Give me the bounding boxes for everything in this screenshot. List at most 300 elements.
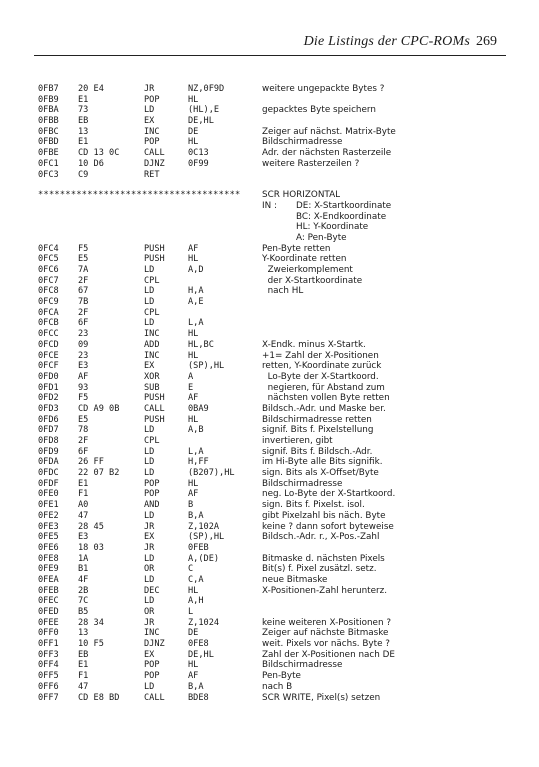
operand: B,A	[188, 510, 204, 521]
opcode-bytes: 6F	[78, 318, 89, 329]
mnemonic: CALL	[144, 148, 165, 159]
mnemonic: LD	[144, 286, 155, 297]
address: 0FF7	[38, 692, 59, 703]
listing-line	[38, 468, 508, 479]
listing-line	[38, 254, 508, 265]
listing-block-2	[38, 244, 508, 704]
mnemonic: CPL	[144, 436, 160, 446]
mnemonic: OR	[144, 607, 155, 617]
address: 0FE0	[38, 489, 59, 500]
comment: Bit(s) f. Pixel zusätzl. setz.	[262, 564, 377, 575]
mnemonic: RET	[144, 169, 160, 180]
listing-line	[38, 265, 508, 276]
address: 0FB9	[38, 94, 59, 105]
operand: B	[188, 500, 194, 511]
address: 0FC8	[38, 286, 59, 297]
mnemonic: EX	[144, 361, 155, 372]
address: 0FCA	[38, 307, 59, 318]
opcode-bytes: 10 D6	[78, 158, 104, 169]
opcode-bytes: E3	[78, 361, 89, 372]
comment: Bildschirmadresse	[262, 137, 343, 148]
opcode-bytes: E1	[78, 137, 89, 148]
operand: AF	[188, 393, 199, 404]
opcode-bytes: 7A	[78, 265, 89, 275]
mnemonic: CPL	[144, 275, 160, 286]
comment: Zahl der X-Positionen nach DE	[262, 649, 395, 660]
address: 0FF6	[38, 681, 59, 692]
mnemonic: EX	[144, 116, 155, 127]
operand: 0C13	[188, 148, 209, 159]
opcode-bytes: 7C	[78, 596, 89, 607]
mnemonic: DJNZ	[144, 639, 165, 650]
mnemonic: INC	[144, 329, 160, 340]
comment: weit. Pixels vor nächs. Byte ?	[262, 639, 390, 650]
separator-stars: *************************************	[38, 190, 241, 201]
mnemonic: POP	[144, 671, 160, 682]
routine-input-text: DE: X-Startkoordinate	[296, 200, 392, 211]
mnemonic: LD	[144, 468, 155, 479]
address: 0FD3	[38, 403, 59, 414]
comment: retten, Y-Koordinate zurück	[262, 361, 382, 372]
address: 0FCE	[38, 350, 59, 361]
mnemonic: INC	[144, 628, 160, 639]
opcode-bytes: 78	[78, 425, 89, 436]
mnemonic: AND	[144, 500, 160, 511]
address: 0FCD	[38, 339, 59, 350]
mnemonic: PUSH	[144, 393, 165, 404]
listing-line	[38, 500, 508, 511]
operand: L,A	[188, 446, 204, 457]
mnemonic: POP	[144, 478, 160, 489]
comment: Pen-Byte retten	[262, 243, 331, 254]
opcode-bytes: E1	[78, 660, 89, 671]
mnemonic: ADD	[144, 339, 160, 350]
comment: signif. Bits f. Pixelstellung	[262, 425, 374, 436]
address: 0FC6	[38, 265, 59, 275]
address: 0FE6	[38, 542, 59, 553]
opcode-bytes: 23	[78, 350, 89, 361]
routine-input-text: BC: X-Endkoordinate	[296, 211, 387, 222]
comment: Bitmaske d. nächsten Pixels	[262, 553, 385, 564]
listing-line	[38, 554, 508, 565]
operand: HL	[188, 414, 199, 425]
mnemonic: POP	[144, 94, 160, 105]
address: 0FF0	[38, 628, 59, 639]
address: 0FD6	[38, 414, 59, 425]
address: 0FD8	[38, 436, 59, 446]
listing-line	[38, 682, 508, 693]
mnemonic: CALL	[144, 403, 165, 414]
comment: Bildsch.-Adr. und Maske ber.	[262, 403, 386, 414]
listing-line	[38, 308, 508, 319]
comment: Lo-Byte der X-Startkoord.	[262, 371, 379, 382]
mnemonic: DEC	[144, 585, 160, 596]
operand: AF	[188, 243, 199, 254]
routine-input-row	[38, 233, 508, 244]
routine-input-text: A: Pen-Byte	[296, 232, 347, 243]
listing-line	[38, 116, 508, 127]
listing-line	[38, 137, 508, 148]
comment: X-Endk. minus X-Startk.	[262, 339, 366, 350]
opcode-bytes: EB	[78, 649, 89, 660]
listing-line	[38, 693, 508, 704]
operand: C	[188, 564, 194, 575]
address: 0FDA	[38, 457, 59, 468]
mnemonic: EX	[144, 532, 155, 543]
comment: keine weiteren X-Positionen ?	[262, 617, 392, 628]
opcode-bytes: 7B	[78, 297, 89, 308]
address: 0FE5	[38, 532, 59, 543]
address: 0FC7	[38, 275, 59, 286]
listing-line	[38, 628, 508, 639]
opcode-bytes: F1	[78, 489, 89, 500]
comment: keine ? dann sofort byteweise	[262, 521, 394, 532]
address: 0FCF	[38, 361, 59, 372]
listing-line	[38, 159, 508, 170]
listing-line	[38, 596, 508, 607]
listing-line	[38, 618, 508, 629]
comment: gepacktes Byte speichern	[262, 105, 376, 116]
opcode-bytes: 6F	[78, 446, 89, 457]
address: 0FDF	[38, 478, 59, 489]
comment: der X-Startkoordinate	[262, 275, 363, 286]
mnemonic: OR	[144, 564, 155, 575]
mnemonic: LD	[144, 681, 155, 692]
operand: (HL),E	[188, 105, 220, 116]
listing-line	[38, 660, 508, 671]
comment: Zeiger auf nächst. Matrix-Byte	[262, 126, 396, 137]
mnemonic: LD	[144, 574, 155, 585]
listing-line	[38, 148, 508, 159]
mnemonic: LD	[144, 596, 155, 607]
opcode-bytes: 22 07 B2	[78, 468, 120, 479]
comment: neg. Lo-Byte der X-Startkoord.	[262, 489, 396, 500]
mnemonic: JR	[144, 542, 155, 553]
listing-line	[38, 639, 508, 650]
mnemonic: SUB	[144, 382, 160, 393]
operand: HL	[188, 585, 199, 596]
address: 0FED	[38, 607, 59, 617]
mnemonic: XOR	[144, 371, 160, 382]
operand: Z,1024	[188, 617, 220, 628]
listing-line	[38, 105, 508, 116]
routine-input-row	[38, 222, 508, 233]
address: 0FD9	[38, 446, 59, 457]
listing-line	[38, 511, 508, 522]
mnemonic: LD	[144, 425, 155, 436]
address: 0FCB	[38, 318, 59, 329]
routine-input-row	[38, 201, 508, 212]
address: 0FE2	[38, 510, 59, 521]
address: 0FF3	[38, 649, 59, 660]
listing-line	[38, 276, 508, 287]
mnemonic: LD	[144, 510, 155, 521]
listing-line	[38, 564, 508, 575]
mnemonic: INC	[144, 126, 160, 137]
comment: nächsten vollen Byte retten	[262, 393, 390, 404]
mnemonic: INC	[144, 350, 160, 361]
operand: HL	[188, 94, 199, 105]
opcode-bytes: F5	[78, 243, 89, 254]
listing-line	[38, 586, 508, 597]
opcode-bytes: 2F	[78, 307, 89, 318]
comment: Y-Koordinate retten	[262, 254, 347, 265]
opcode-bytes: 93	[78, 382, 89, 393]
address: 0FEA	[38, 574, 59, 585]
operand: L,A	[188, 318, 204, 329]
address: 0FC9	[38, 297, 59, 308]
operand: 0BA9	[188, 403, 209, 414]
comment: X-Positionen-Zahl herunterz.	[262, 585, 388, 596]
address: 0FE1	[38, 500, 59, 511]
listing-line	[38, 297, 508, 308]
mnemonic: POP	[144, 489, 160, 500]
mnemonic: CALL	[144, 692, 165, 703]
operand: (SP),HL	[188, 532, 225, 543]
opcode-bytes: 2F	[78, 275, 89, 286]
routine-title: SCR HORIZONTAL	[262, 190, 341, 201]
page-number: 269	[476, 34, 497, 49]
comment: Bildschirmadresse retten	[262, 414, 372, 425]
address: 0FE8	[38, 553, 59, 564]
comment: Bildschirmadresse	[262, 660, 343, 671]
listing-line	[38, 522, 508, 533]
operand: H,FF	[188, 457, 209, 468]
opcode-bytes: 28 34	[78, 617, 104, 628]
operand: BDE8	[188, 692, 209, 703]
listing-line	[38, 532, 508, 543]
operand: HL	[188, 329, 199, 340]
comment: signif. Bits f. Bildsch.-Adr.	[262, 446, 373, 457]
listing-line	[38, 404, 508, 415]
opcode-bytes: 13	[78, 126, 89, 137]
comment: negieren, für Abstand zum	[262, 382, 385, 393]
listing-line	[38, 575, 508, 586]
opcode-bytes: E1	[78, 94, 89, 105]
address: 0FB7	[38, 84, 59, 94]
comment: weitere ungepackte Bytes ?	[262, 84, 385, 94]
comment: gibt Pixelzahl bis näch. Byte	[262, 510, 386, 521]
operand: HL	[188, 660, 199, 671]
opcode-bytes: CD A9 0B	[78, 403, 120, 414]
address: 0FBE	[38, 148, 59, 159]
operand: HL	[188, 137, 199, 148]
opcode-bytes: 1A	[78, 553, 89, 564]
listing-line	[38, 393, 508, 404]
opcode-bytes: F1	[78, 671, 89, 682]
comment: neue Bitmaske	[262, 574, 328, 585]
mnemonic: DJNZ	[144, 158, 165, 169]
mnemonic: LD	[144, 105, 155, 116]
comment: nach HL	[262, 286, 304, 297]
mnemonic: EX	[144, 649, 155, 660]
opcode-bytes: 73	[78, 105, 89, 116]
operand: L	[188, 607, 194, 617]
opcode-bytes: 28 45	[78, 521, 104, 532]
listing-line	[38, 447, 508, 458]
mnemonic: JR	[144, 84, 155, 94]
listing-line	[38, 286, 508, 297]
address: 0FBC	[38, 126, 59, 137]
operand: B,A	[188, 681, 204, 692]
mnemonic: LD	[144, 457, 155, 468]
opcode-bytes: 47	[78, 510, 89, 521]
listing-line	[38, 436, 508, 447]
comment: invertieren, gibt	[262, 436, 333, 446]
routine-input-text: HL: Y-Koordinate	[296, 222, 369, 233]
operand: (B207),HL	[188, 468, 235, 479]
address: 0FEE	[38, 617, 59, 628]
operand: DE	[188, 126, 199, 137]
listing-line	[38, 425, 508, 436]
operand: A,H	[188, 596, 204, 607]
comment: Zweierkomplement	[262, 265, 353, 275]
address: 0FCC	[38, 329, 59, 340]
comment: Bildschirmadresse	[262, 478, 343, 489]
listing-line	[38, 361, 508, 372]
comment: nach B	[262, 681, 293, 692]
address: 0FBA	[38, 105, 59, 116]
listing-line	[38, 244, 508, 255]
mnemonic: LD	[144, 265, 155, 275]
mnemonic: LD	[144, 553, 155, 564]
listing-line	[38, 489, 508, 500]
opcode-bytes: 26 FF	[78, 457, 104, 468]
routine-separator	[38, 190, 508, 201]
address: 0FC1	[38, 158, 59, 169]
listing-line	[38, 671, 508, 682]
address: 0FF5	[38, 671, 59, 682]
listing-line	[38, 383, 508, 394]
opcode-bytes: CD E8 BD	[78, 692, 120, 703]
listing-line	[38, 84, 508, 95]
listing-line	[38, 479, 508, 490]
mnemonic: LD	[144, 318, 155, 329]
opcode-bytes: C9	[78, 169, 89, 180]
operand: A,D	[188, 265, 204, 275]
operand: AF	[188, 671, 199, 682]
header-rule	[34, 55, 506, 56]
opcode-bytes: E5	[78, 254, 89, 265]
operand: 0FEB	[188, 542, 209, 553]
address: 0FE9	[38, 564, 59, 575]
opcode-bytes: B5	[78, 607, 89, 617]
opcode-bytes: EB	[78, 116, 89, 127]
listing-line	[38, 329, 508, 340]
operand: AF	[188, 489, 199, 500]
operand: HL	[188, 254, 199, 265]
opcode-bytes: E3	[78, 532, 89, 543]
comment: im Hi-Byte alle Bits signifik.	[262, 457, 383, 468]
opcode-bytes: 20 E4	[78, 84, 104, 94]
address: 0FD0	[38, 371, 59, 382]
address: 0FE3	[38, 521, 59, 532]
opcode-bytes: 2B	[78, 585, 89, 596]
comment: weitere Rasterzeilen ?	[262, 158, 360, 169]
operand: 0F99	[188, 158, 209, 169]
routine-input-label: IN :	[262, 200, 277, 211]
opcode-bytes: 67	[78, 286, 89, 297]
listing-line	[38, 170, 508, 181]
comment: Adr. der nächsten Rasterzeile	[262, 148, 392, 159]
opcode-bytes: F5	[78, 393, 89, 404]
address: 0FDC	[38, 468, 59, 479]
operand: HL	[188, 478, 199, 489]
mnemonic: LD	[144, 446, 155, 457]
comment: Bildsch.-Adr. r., X-Pos.-Zahl	[262, 532, 380, 543]
listing-line	[38, 95, 508, 106]
listing-line	[38, 318, 508, 329]
operand: (SP),HL	[188, 361, 225, 372]
operand: A,B	[188, 425, 204, 436]
operand: A,E	[188, 297, 204, 308]
comment: Pen-Byte	[262, 671, 301, 682]
address: 0FD7	[38, 425, 59, 436]
comment: SCR WRITE, Pixel(s) setzen	[262, 692, 381, 703]
comment: sign. Bits als X-Offset/Byte	[262, 468, 379, 479]
operand: DE	[188, 628, 199, 639]
operand: HL,BC	[188, 339, 214, 350]
opcode-bytes: 13	[78, 628, 89, 639]
address: 0FEC	[38, 596, 59, 607]
address: 0FC5	[38, 254, 59, 265]
mnemonic: LD	[144, 297, 155, 308]
operand: E	[188, 382, 194, 393]
opcode-bytes: 4F	[78, 574, 89, 585]
operand: H,A	[188, 286, 204, 297]
opcode-bytes: AF	[78, 371, 89, 382]
opcode-bytes: 2F	[78, 436, 89, 446]
comment: Zeiger auf nächste Bitmaske	[262, 628, 389, 639]
operand: NZ,0F9D	[188, 84, 225, 94]
listing-line	[38, 372, 508, 383]
comment: sign. Bits f. Pixelst. isol.	[262, 500, 365, 511]
routine-input-row	[38, 212, 508, 223]
opcode-bytes: B1	[78, 564, 89, 575]
mnemonic: POP	[144, 137, 160, 148]
address: 0FEB	[38, 585, 59, 596]
listing-block-1	[38, 84, 508, 180]
opcode-bytes: 10 F5	[78, 639, 104, 650]
address: 0FBD	[38, 137, 59, 148]
operand: 0FE8	[188, 639, 209, 650]
opcode-bytes: E5	[78, 414, 89, 425]
listing-line	[38, 650, 508, 661]
address: 0FD1	[38, 382, 59, 393]
listing-line	[38, 543, 508, 554]
listing-line	[38, 127, 508, 138]
address: 0FF4	[38, 660, 59, 671]
listing-line	[38, 457, 508, 468]
operand: A,(DE)	[188, 553, 220, 564]
running-header-title: Die Listings der CPC-ROMs	[303, 34, 470, 49]
mnemonic: PUSH	[144, 254, 165, 265]
assembler-listing	[38, 84, 508, 703]
address: 0FBB	[38, 116, 59, 127]
comment: +1= Zahl der X-Positionen	[262, 350, 379, 361]
mnemonic: PUSH	[144, 414, 165, 425]
operand: A	[188, 371, 194, 382]
opcode-bytes: A0	[78, 500, 89, 511]
listing-line	[38, 607, 508, 618]
mnemonic: JR	[144, 521, 155, 532]
mnemonic: PUSH	[144, 243, 165, 254]
opcode-bytes: CD 13 0C	[78, 148, 120, 159]
operand: Z,102A	[188, 521, 220, 532]
operand: DE,HL	[188, 649, 214, 660]
opcode-bytes: E1	[78, 478, 89, 489]
mnemonic: CPL	[144, 307, 160, 318]
